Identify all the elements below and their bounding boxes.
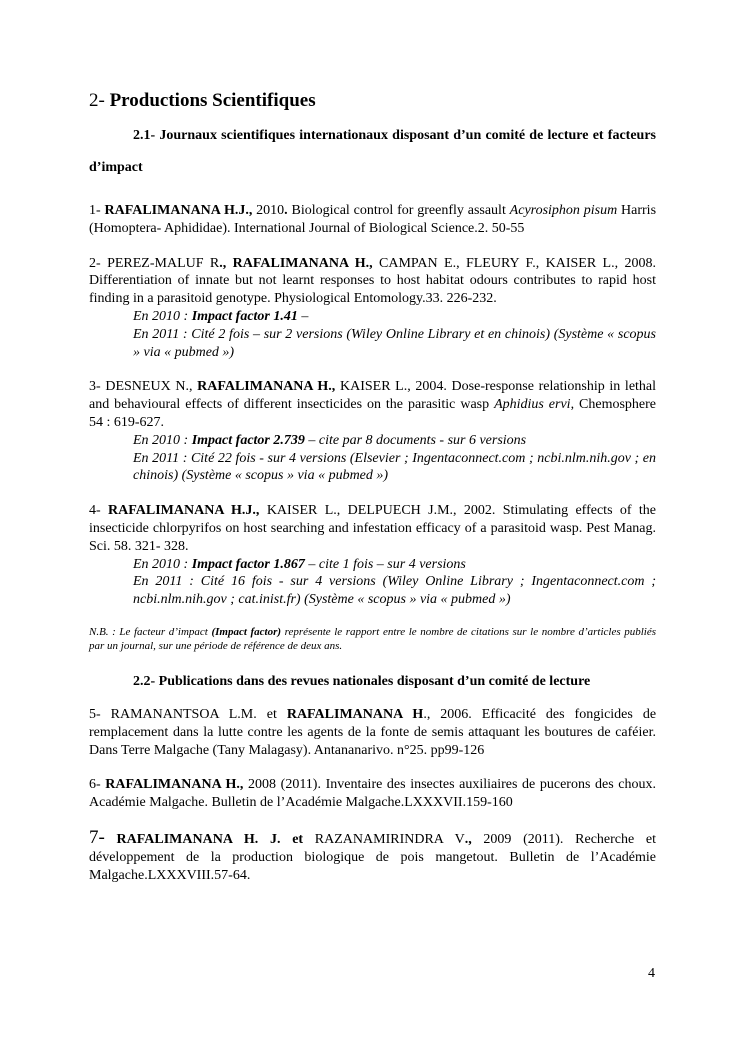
- ref-text: 2008 (2011). Inventaire des insectes auxiliaires de pucerons des choux. Académie Malgache. Bulletin de l’Académie Malgache.LXXXVII.159-160: [89, 777, 657, 811]
- ref-author-bold: RAFALIMANANA H. J. et: [116, 831, 304, 847]
- impact-factor: Impact factor 1.41: [191, 308, 298, 324]
- ref-author-bold: RAFALIMANANA H.,: [105, 777, 244, 793]
- ref-year: 2010: [256, 203, 285, 218]
- ref-text: 2009 (2011). Recherche et développement de la production biologique de pois mangetout. Bulletin de l’Académie Malgache.LXXXVIII.57-64.: [89, 831, 657, 883]
- subsection-heading-2-2: 2.2- Publications dans des revues nationales disposant d’un comité de lecture: [133, 673, 591, 689]
- impact-factor: Impact factor 1.867: [191, 556, 305, 572]
- impact-suffix: – cite 1 fois – sur 4 versions: [308, 556, 466, 572]
- nb-suffix: représente le rapport entre le nombre de citations sur le nombre d’articles publiés par un journal, sur une période de référence de deux ans.: [89, 625, 657, 653]
- reference-6: [89, 776, 656, 812]
- impact-line-2: [89, 308, 656, 326]
- ref-author-bold: RAFALIMANANA H.J.,: [108, 503, 260, 519]
- ref-number: 1-: [89, 203, 101, 218]
- page-number: 4: [648, 966, 655, 981]
- ref-text: CAMPAN E., FLEURY F., KAISER L., 2008. Differentiation of innate but not learnt responses to host habitat odours contributes to rapid host finding in a parasitoid genotype. Physiological Entomology.33. 226-232.: [89, 255, 657, 307]
- nb-bold: (Impact factor): [211, 625, 282, 638]
- reference-5: [89, 706, 656, 759]
- ref-number: 7-: [89, 826, 105, 848]
- reference-2: [89, 255, 656, 308]
- impact-line-4: [89, 556, 656, 574]
- ref-number: 6-: [89, 777, 101, 793]
- page-content: [89, 88, 656, 884]
- ref-author-bold: RAFALIMANANA H: [286, 706, 424, 722]
- citation-line-3: En 2011 : Cité 22 fois - sur 4 versions (Elsevier ; Ingentaconnect.com ; ncbi.nlm.nih.gov ; en chinois) (Système « scopus » via « pubmed »): [133, 450, 656, 484]
- impact-suffix: – cite par 8 documents - sur 6 versions: [308, 432, 527, 448]
- reference-4: [89, 502, 656, 555]
- ref-number: 2-: [89, 255, 101, 271]
- section-number: 2-: [89, 90, 105, 111]
- impact-factor: Impact factor 2.739: [191, 432, 305, 448]
- reference-1: 1- RAFALIMANANA H.J., 2010. Biological control for greenfly assault Acyrosiphon pisum Harris (Homoptera- Aphididae). International Journal of Biological Science.2. 50-55: [89, 203, 657, 236]
- ref-text: ., 2006. Efficacité des fongicides de remplacement dans la lutte contre les agents de la fonte de semis attaquant les boutures de caféier. Dans Terre Malgache (Tany Malagasy). Antananarivo. n°25. pp99-126: [89, 706, 657, 758]
- ref-author-bold: ., RAFALIMANANA H.,: [219, 255, 373, 271]
- impact-line-3: [89, 432, 656, 450]
- ref-text-cont: Harris (Homoptera- Aphididae). International Journal of Biological Science.2. 50-55: [89, 203, 657, 236]
- ref-number: 5-: [89, 706, 101, 722]
- ref-species: Acyrosiphon pisum: [509, 203, 618, 218]
- ref-text: KAISER L., 2004. Dose-response relationship in lethal and behavioural effects of different insecticides on the parasitic wasp: [89, 379, 657, 413]
- ref-species: Aphidius ervi: [494, 397, 571, 413]
- reference-7: [89, 826, 657, 884]
- impact-suffix: –: [301, 308, 309, 324]
- ref-authors: RAMANANTSOA L.M. et: [110, 706, 277, 722]
- ref-number: 4-: [89, 503, 101, 519]
- nb-prefix: N.B. : Le facteur d’impact: [89, 625, 208, 638]
- citation-line-2: En 2011 : Cité 2 fois – sur 2 versions (Wiley Online Library et en chinois) (Système « scopus » via « pubmed »): [133, 326, 656, 360]
- ref-authors: DESNEUX N.,: [105, 379, 193, 395]
- ref-author: RAFALIMANANA H.J.,: [104, 203, 253, 218]
- impact-prefix: En 2010 :: [133, 556, 189, 572]
- ref-authors-punct: .,: [464, 831, 472, 847]
- reference-3: [89, 378, 656, 431]
- impact-prefix: En 2010 :: [133, 432, 189, 448]
- ref-authors: RAZANAMIRINDRA V: [314, 831, 465, 847]
- ref-text: KAISER L., DELPUECH J.M., 2002. Stimulating effects of the insecticide chlorpyrifos on host searching and infestation efficacy of a parasitoid wasp. Pest Manag. Sci. 58. 321- 328.: [89, 503, 657, 554]
- ref-text-cont: , Chemosphere 54 : 619-627.: [89, 397, 657, 430]
- ref-authors: PEREZ-MALUF R: [107, 255, 220, 271]
- section-heading: [89, 88, 656, 114]
- ref-text: Biological control for greenfly assault: [291, 203, 506, 218]
- ref-number: 3-: [89, 379, 101, 395]
- citation-line-4: En 2011 : Cité 16 fois - sur 4 versions (Wiley Online Library ; Ingentaconnect.com ; ncbi.nlm.nih.gov ; cat.inist.fr) (Système « scopus » via « pubmed »): [133, 574, 656, 608]
- section-title: Productions Scientifiques: [109, 90, 316, 111]
- subsection-heading-2-1: 2.1- Journaux scientifiques internationaux disposant d’un comité de lecture et facteurs d’impact: [89, 128, 656, 175]
- impact-prefix: En 2010 :: [133, 308, 189, 324]
- nb-note: [89, 625, 656, 654]
- ref-author-bold: RAFALIMANANA H.,: [197, 379, 336, 395]
